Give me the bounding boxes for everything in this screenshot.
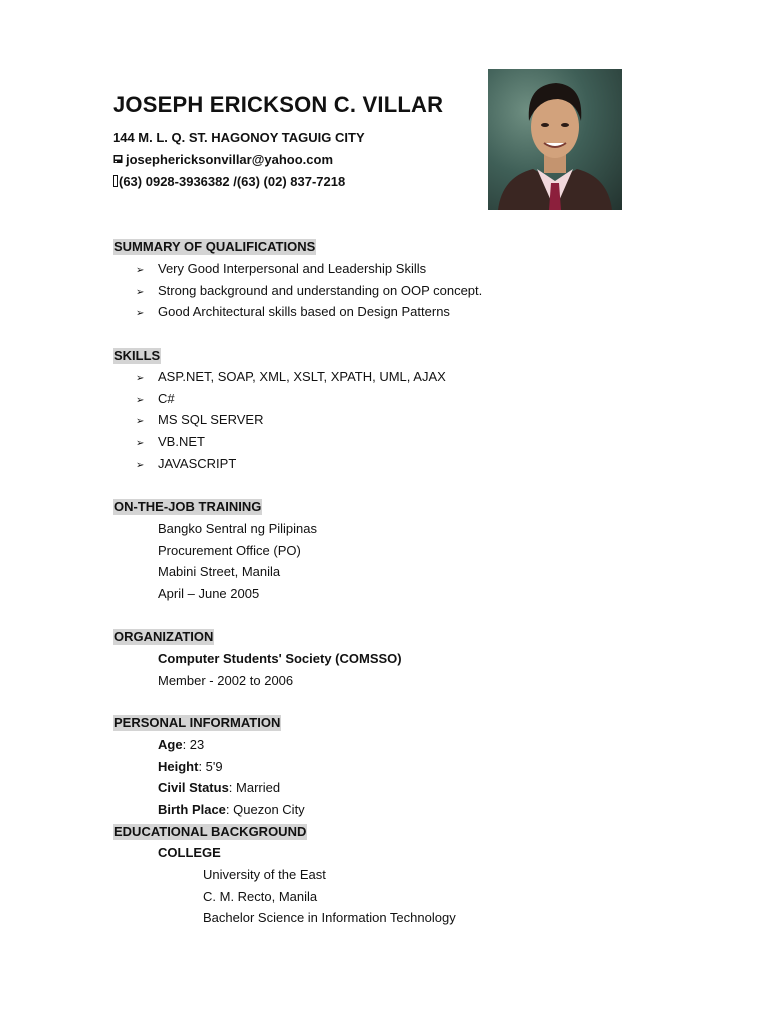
address xyxy=(113,130,365,145)
email-icon xyxy=(113,152,123,167)
skills-heading: SKILLS xyxy=(114,348,161,363)
arrow-bullet-icon: ➢ xyxy=(136,265,145,276)
list-item: ➢ MS SQL SERVER xyxy=(136,409,446,431)
education-details xyxy=(203,864,456,929)
personal-details xyxy=(158,734,305,820)
personal-field: Age: 23 xyxy=(158,737,205,752)
address-text: 144 M. L. Q. ST. HAGONOY TAGUIG CITY xyxy=(113,130,365,145)
phone-line xyxy=(113,174,345,189)
education-line: University of the East xyxy=(203,867,326,882)
personal-field: Birth Place: Quezon City xyxy=(158,801,305,817)
list-item: ➢ Very Good Interpersonal and Leadership Skills xyxy=(136,258,482,280)
skills-list xyxy=(136,366,446,474)
list-item: ➢ C# xyxy=(136,388,446,410)
arrow-bullet-icon: ➢ xyxy=(136,438,145,450)
arrow-bullet-icon: ➢ xyxy=(136,394,145,406)
arrow-bullet-icon: ➢ xyxy=(136,308,145,320)
list-item: ➢ VB.NET xyxy=(136,431,446,453)
ojt-heading: ON-THE-JOB TRAINING xyxy=(114,499,262,514)
education-level xyxy=(158,842,221,864)
ojt-line: Procurement Office (PO) xyxy=(158,542,301,558)
personal-field: Height: 5'9 xyxy=(158,758,223,774)
ojt-details xyxy=(158,518,317,604)
education-level-label: COLLEGE xyxy=(158,845,221,860)
summary-heading: SUMMARY OF QUALIFICATIONS xyxy=(114,239,316,254)
arrow-bullet-icon: ➢ xyxy=(136,416,145,428)
arrow-bullet-icon: ➢ xyxy=(136,286,145,298)
phone-text: (63) 0928-3936382 /(63) (02) 837-7218 xyxy=(119,174,346,189)
list-item: ➢ Good Architectural skills based on Design Patterns xyxy=(136,301,482,323)
arrow-bullet-icon: ➢ xyxy=(136,373,145,384)
profile-photo xyxy=(488,69,622,210)
list-item: ➢ JAVASCRIPT xyxy=(136,453,446,475)
organization-details xyxy=(158,648,402,691)
applicant-name: JOSEPH ERICKSON C. VILLAR xyxy=(113,92,444,117)
ojt-line: April – June 2005 xyxy=(158,585,260,601)
organization-name: Computer Students' Society (COMSSO) xyxy=(158,651,402,666)
personal-field: Civil Status: Married xyxy=(158,780,281,796)
education-line: Bachelor Science in Information Technology xyxy=(203,910,456,925)
ojt-line: Mabini Street, Manila xyxy=(158,564,281,580)
list-item: ➢ ASP.NET, SOAP, XML, XSLT, XPATH, UML, AJAX xyxy=(136,366,446,388)
ojt-line: Bangko Sentral ng Pilipinas xyxy=(158,521,317,536)
phone-icon xyxy=(113,175,118,187)
organization-heading: ORGANIZATION xyxy=(114,629,214,644)
arrow-bullet-icon: ➢ xyxy=(136,459,145,471)
organization-role: Member - 2002 to 2006 xyxy=(158,672,294,688)
list-item: ➢ Strong background and understanding on OOP concept. xyxy=(136,280,482,302)
summary-list xyxy=(136,258,482,323)
personal-heading: PERSONAL INFORMATION xyxy=(114,715,281,730)
education-heading: EDUCATIONAL BACKGROUND xyxy=(114,824,307,839)
email-text[interactable]: josephericksonvillar@yahoo.com xyxy=(126,152,334,167)
education-line: C. M. Recto, Manila xyxy=(203,888,318,904)
email-line xyxy=(113,152,333,167)
